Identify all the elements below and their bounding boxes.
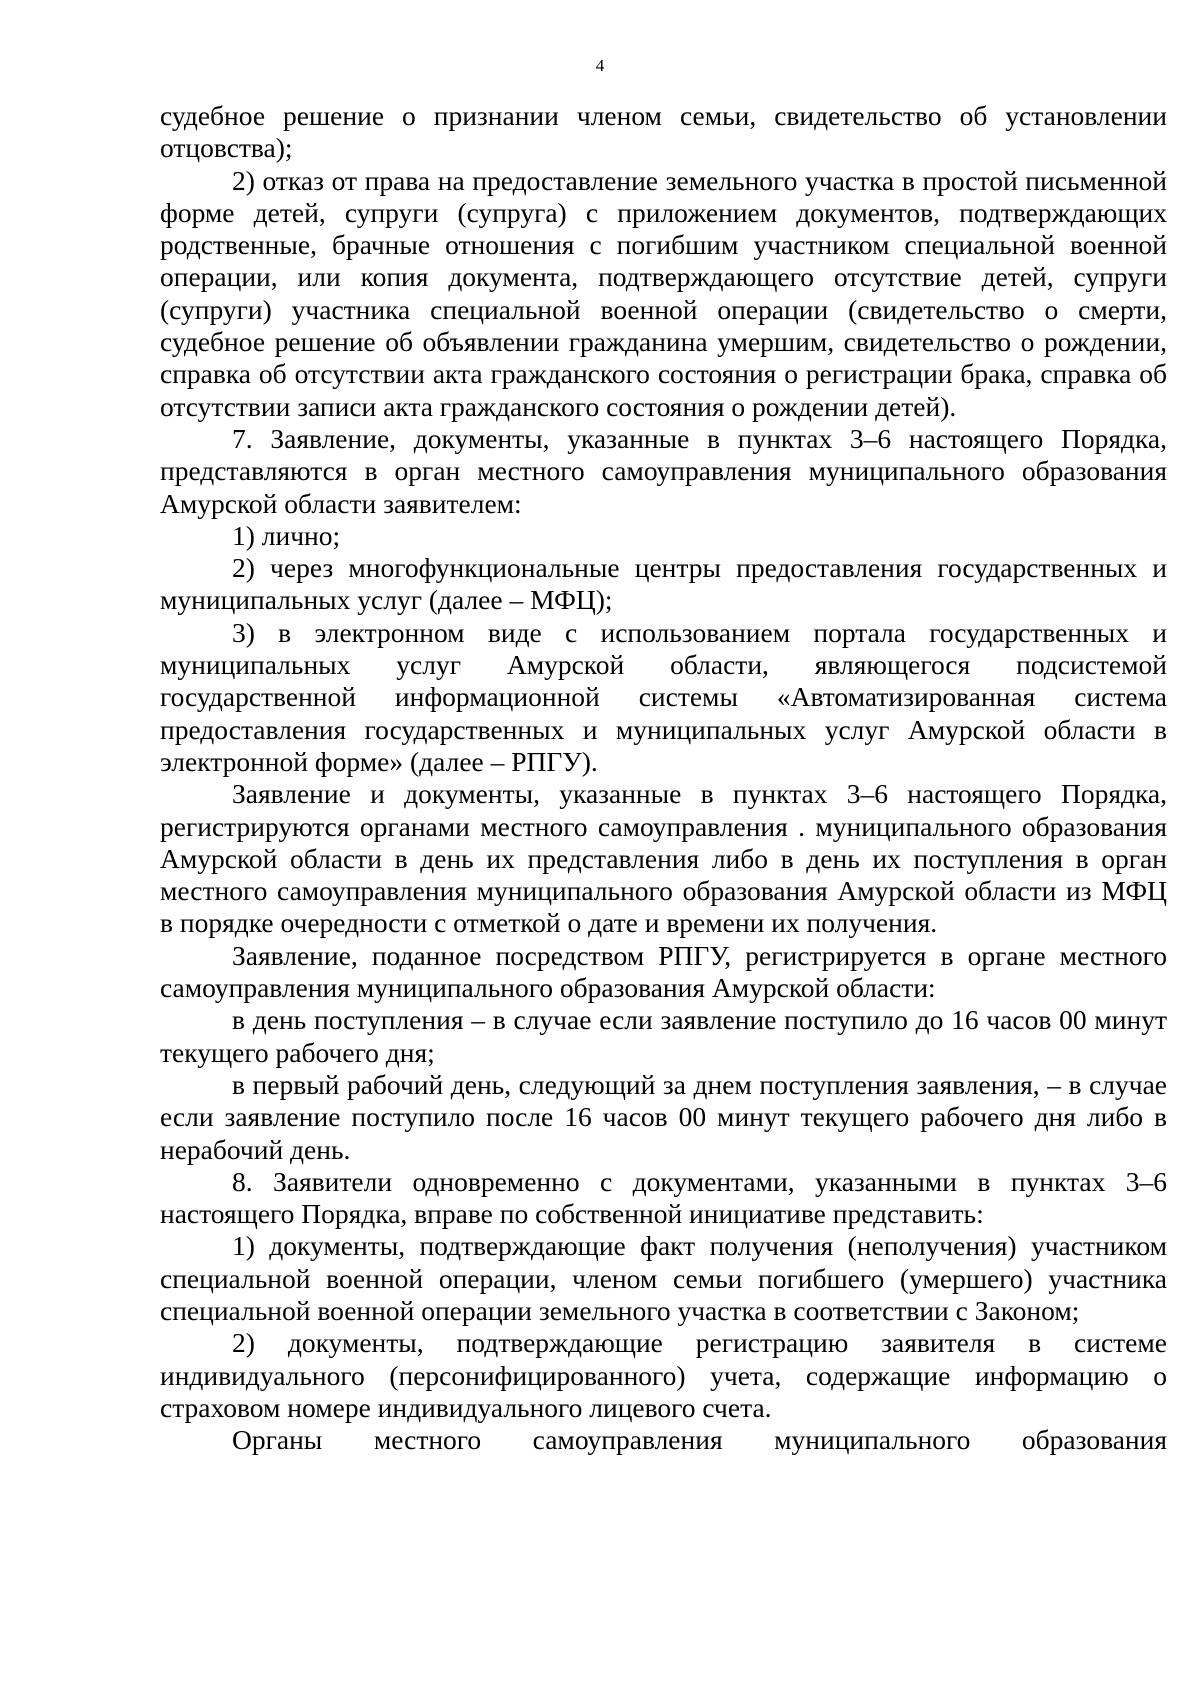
paragraph-clause-8-item-2: 2) документы, подтверждающие регистрацию заявителя в системе индивидуального (персонифицированного) учета, содержащие информацию о страховом номере индивидуального лицевого счета.: [160, 1327, 1167, 1423]
page-number: 4: [595, 56, 605, 75]
paragraph-continuation: судебное решение о признании членом семьи, свидетельство об установлении отцовства);: [160, 100, 1167, 164]
paragraph-authorities: Органы местного самоуправления муниципального образования: [232, 1424, 1167, 1456]
paragraph-item-1-in-person: 1) лично;: [232, 519, 341, 551]
paragraph-registration: Заявление и документы, указанные в пунктах 3–6 настоящего Порядка, регистрируются органами местного самоуправления . муниципального образования Амурской области в день их представления либо в день их поступления в орган местного самоуправления муниципального образования Амурской области из МФЦ в порядке очередности с отметкой о дате и времени их получения.: [160, 778, 1167, 939]
paragraph-next-day: в первый рабочий день, следующий за днем поступления заявления, – в случае если заявление поступило после 16 часов 00 минут текущего рабочего дня либо в нерабочий день.: [160, 1068, 1167, 1165]
paragraph-item-2-refusal: 2) отказ от права на предоставление земельного участка в простой письменной форме детей, супруги (супруга) с приложением документов, подтверждающих родственные, брачные отношения с погибшим участником специальной военной операции, или копия документа, подтверждающего отсутствие детей, супруги (супруги) участника специальной военной операции (свидетельство о смерти, судебное решение об объявлении гражданина умершим, свидетельство о рождении, справка об отсутствии акта гражданского состояния о регистрации брака, справка об отсутствии записи акта гражданского состояния о рождении детей).: [160, 164, 1167, 422]
paragraph-item-3-electronic: 3) в электронном виде с использованием портала государственных и муниципальных услуг Амурской области, являющегося подсистемой государственной информационной системы «Автоматизированная система предоставления государственных и муниципальных услуг Амурской области в электронной форме» (далее – РПГУ).: [160, 616, 1167, 777]
paragraph-clause-7: 7. Заявление, документы, указанные в пунктах 3–6 настоящего Порядка, представляются в орган местного самоуправления муниципального образования Амурской области заявителем:: [160, 422, 1167, 519]
paragraph-rpgu-registration: Заявление, поданное посредством РПГУ, регистрируется в органе местного самоуправления муниципального образования Амурской области:: [160, 939, 1167, 1004]
paragraph-same-day: в день поступления – в случае если заявление поступило до 16 часов 00 минут текущего рабочего дня;: [160, 1004, 1167, 1068]
paragraph-clause-8-item-1: 1) документы, подтверждающие факт получения (неполучения) участником специальной военной операции, членом семьи погибшего (умершего) участника специальной военной операции земельного участка в соответствии с Законом;: [160, 1230, 1167, 1326]
paragraph-item-2-mfc: 2) через многофункциональные центры предоставления государственных и муниципальных услуг (далее – МФЦ);: [160, 552, 1167, 616]
document-body: [160, 100, 1167, 1456]
paragraph-clause-8: 8. Заявители одновременно с документами, указанными в пунктах 3–6 настоящего Порядка, вправе по собственной инициативе представить:: [160, 1165, 1167, 1230]
